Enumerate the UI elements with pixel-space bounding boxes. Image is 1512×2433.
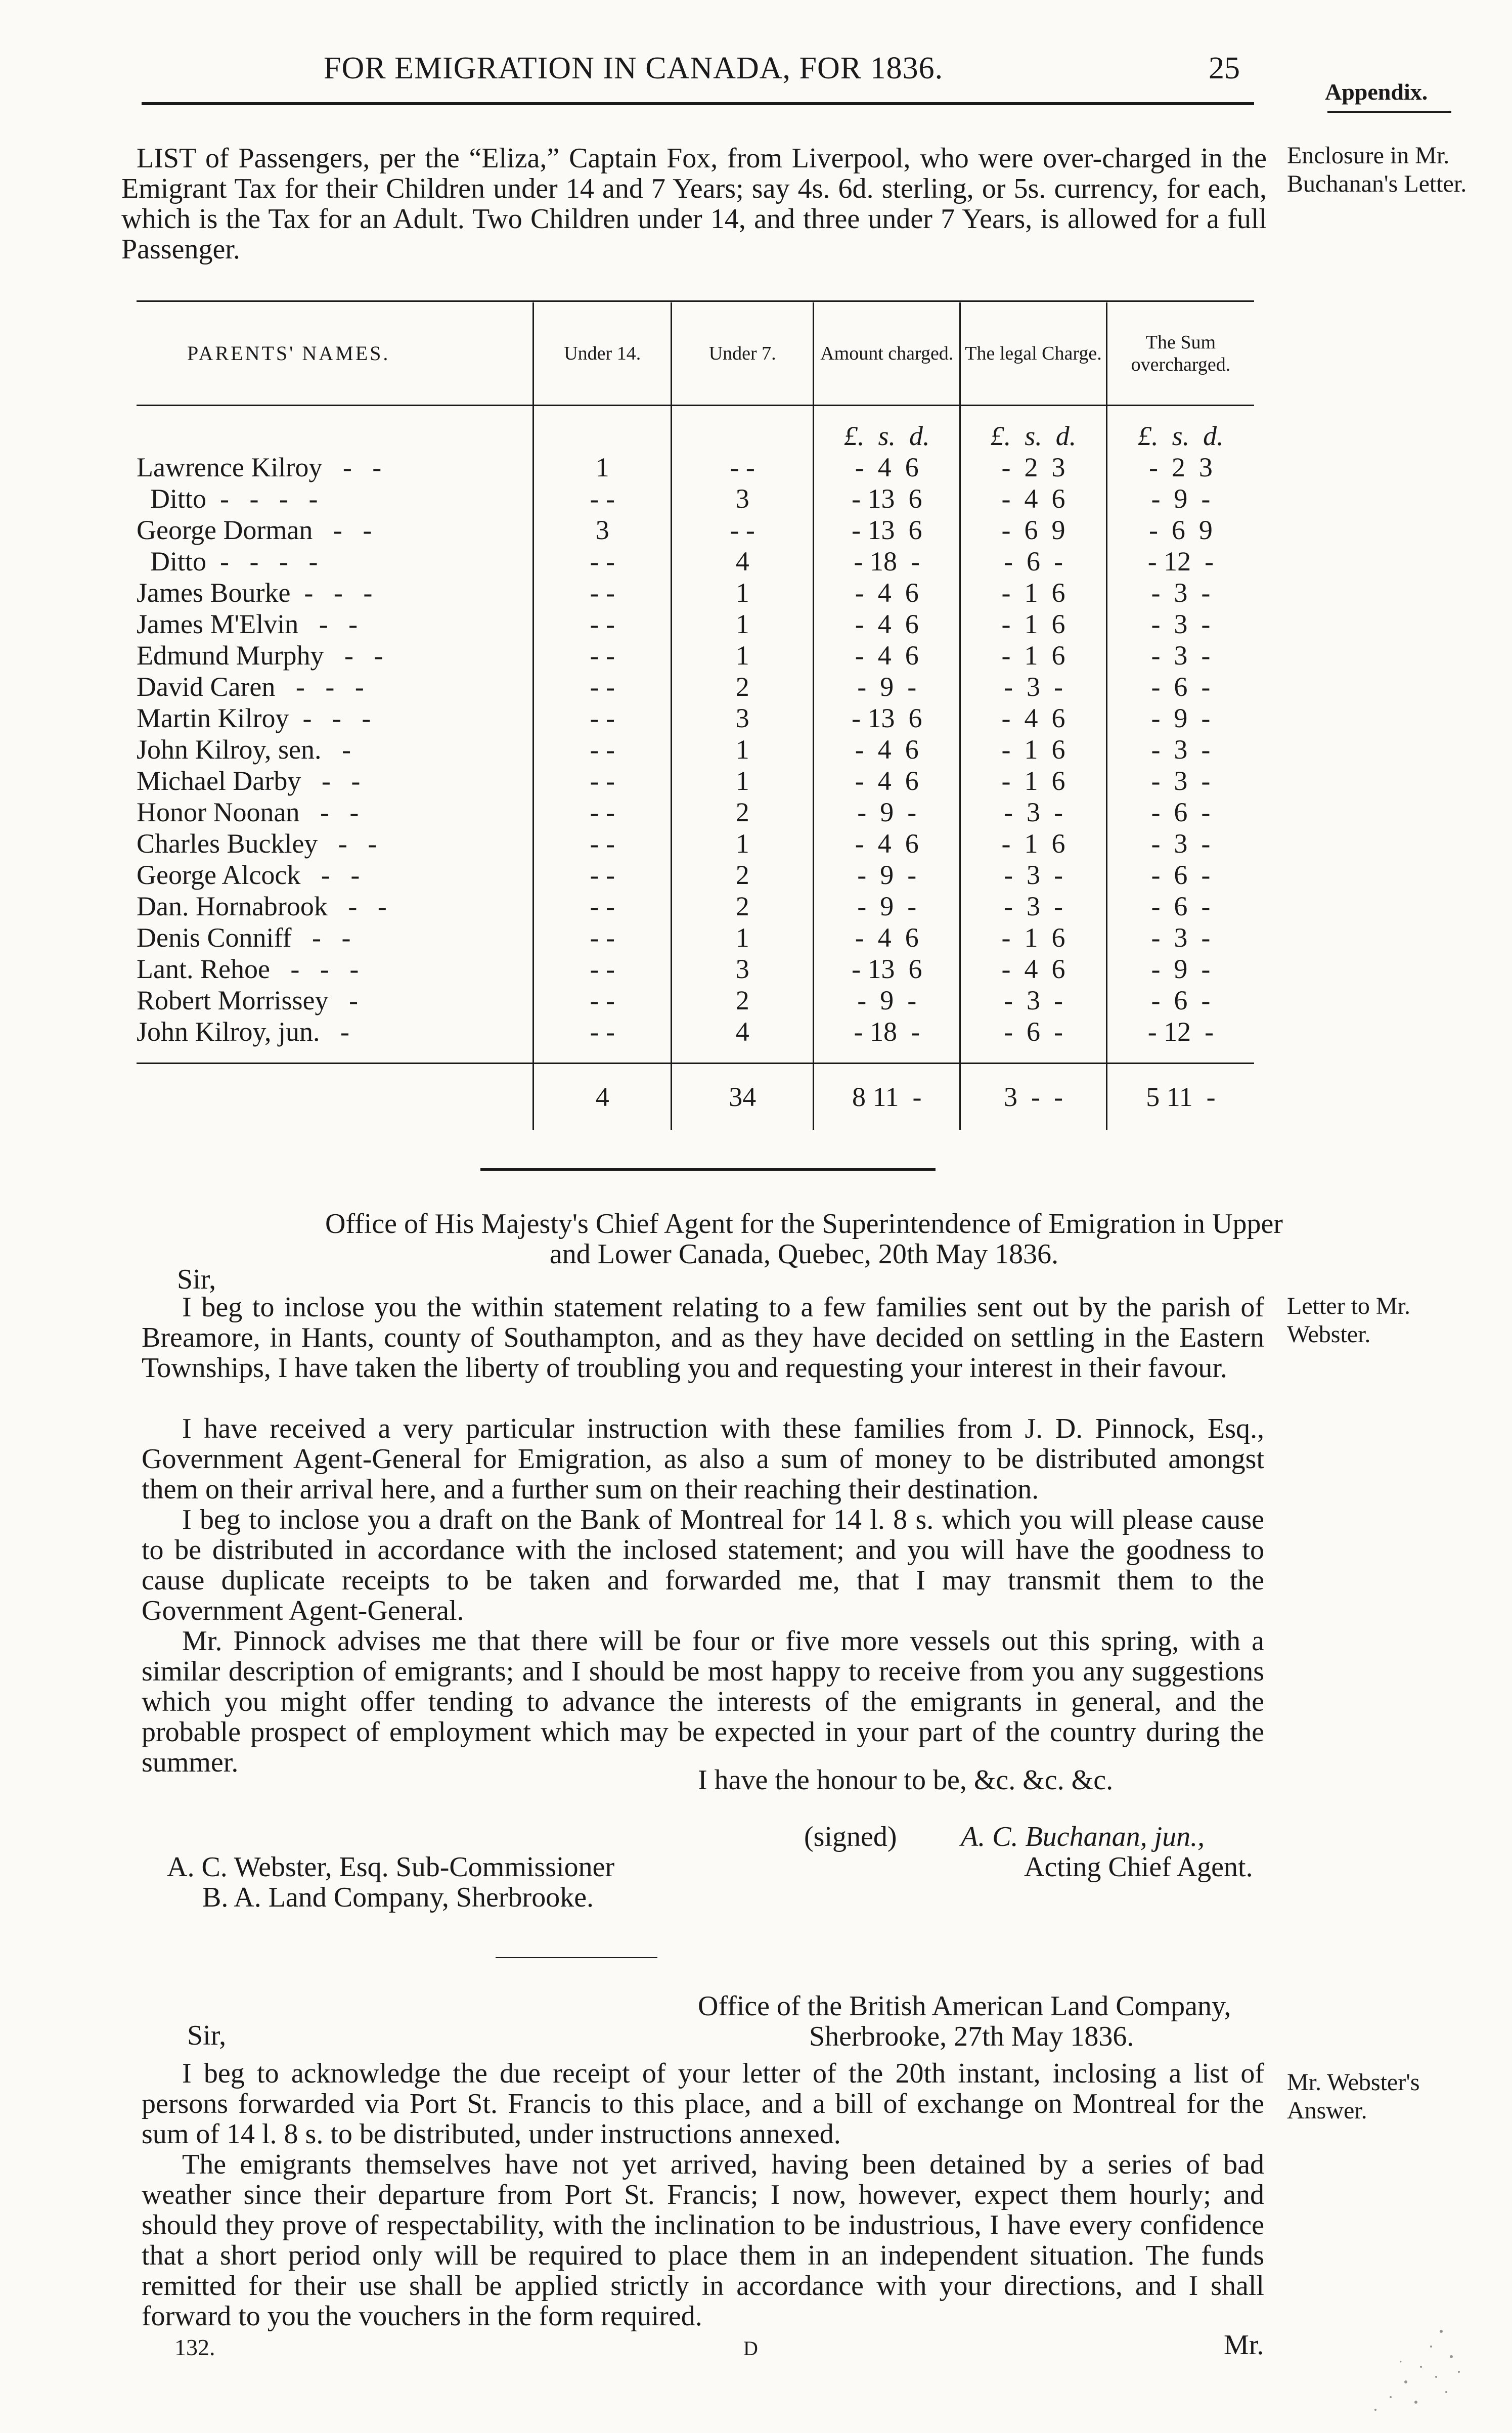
letter2-salutation: Sir, bbox=[187, 2020, 227, 2051]
sum-overcharged: - 12 - bbox=[1106, 546, 1254, 577]
passenger-name: James Bourke - - - bbox=[137, 578, 373, 608]
header-legal-charge: The legal Charge. bbox=[960, 302, 1107, 406]
under-14-count: - - bbox=[533, 671, 672, 702]
letter1-addressee-1: A. C. Webster, Esq. Sub-Commissioner bbox=[167, 1851, 615, 1883]
amount-charged: - 18 - bbox=[814, 546, 960, 577]
total-under-7: 34 bbox=[672, 1064, 814, 1130]
table-row bbox=[137, 514, 1254, 546]
table-row bbox=[137, 546, 1254, 577]
amount-charged: - 13 6 bbox=[814, 483, 960, 514]
sum-overcharged: - 3 - bbox=[1106, 577, 1254, 608]
passenger-name: Denis Conniff - - bbox=[137, 922, 351, 953]
totals-label bbox=[137, 1064, 533, 1130]
page-title: FOR EMIGRATION IN CANADA, FOR 1836. bbox=[324, 51, 944, 85]
paper-speckle-decoration bbox=[1315, 2316, 1466, 2417]
table-row bbox=[137, 608, 1254, 640]
sum-overcharged: - 6 - bbox=[1106, 859, 1254, 891]
sum-overcharged: - 3 - bbox=[1106, 828, 1254, 859]
under-7-count: 3 bbox=[672, 702, 814, 734]
table-row bbox=[137, 797, 1254, 828]
table-row bbox=[137, 1016, 1254, 1047]
table-row bbox=[137, 577, 1254, 608]
totals-row bbox=[137, 1064, 1254, 1130]
passenger-name: Lant. Rehoe - - - bbox=[137, 954, 359, 984]
letter2-office-2: Sherbrooke, 27th May 1836. bbox=[809, 2021, 1134, 2052]
letter1-paragraph-3: I beg to inclose you a draft on the Bank of Montreal for 14 l. 8 s. which you will please cause to be distributed in accordance with the inclosed statement; and you will have the goodness to cause duplicate receipts to be taken and forwarded me, that I may transmit them to the Government Agent-General. bbox=[142, 1504, 1264, 1626]
total-under-14: 4 bbox=[533, 1064, 672, 1130]
table-row bbox=[137, 765, 1254, 797]
under-7-count: 1 bbox=[672, 765, 814, 797]
legal-charge: - 1 6 bbox=[960, 828, 1107, 859]
amount-charged: - 13 6 bbox=[814, 953, 960, 985]
sum-overcharged: - 9 - bbox=[1106, 953, 1254, 985]
letter2-paragraph-1: I beg to acknowledge the due receipt of your letter of the 20th instant, inclosing a list of persons forwarded via Port St. Francis to this place, and a bill of exchange on Montreal for the sum of 14 l. 8 s. to be distributed, under instructions annexed. bbox=[142, 2058, 1264, 2150]
total-amount-charged: 8 11 - bbox=[814, 1064, 960, 1130]
sum-overcharged: - 6 - bbox=[1106, 985, 1254, 1016]
section-separator bbox=[480, 1168, 936, 1171]
appendix-rule bbox=[1327, 111, 1451, 113]
passenger-name: John Kilroy, jun. - bbox=[137, 1016, 349, 1047]
header-sum-overcharged: The Sum overcharged. bbox=[1106, 302, 1254, 406]
table-row bbox=[137, 640, 1254, 671]
legal-charge: - 2 3 bbox=[960, 452, 1107, 483]
table-row bbox=[137, 985, 1254, 1016]
units-over: £. s. d. bbox=[1106, 406, 1254, 452]
header-under-14: Under 14. bbox=[533, 302, 672, 406]
table-row bbox=[137, 734, 1254, 765]
legal-charge: - 3 - bbox=[960, 797, 1107, 828]
table-row bbox=[137, 922, 1254, 953]
under-14-count: - - bbox=[533, 734, 672, 765]
legal-charge: - 3 - bbox=[960, 891, 1107, 922]
under-7-count: 3 bbox=[672, 953, 814, 985]
passenger-name: Honor Noonan - - bbox=[137, 797, 359, 827]
letter2-paragraph-2: The emigrants themselves have not yet arrived, having been detained by a series of bad weather since their departure from Port St. Francis; I now, however, expect them hourly; and should they prove of respectability, with the inclination to be industrious, I have every confidence that a short period only will be required to place them in an independent situation. The funds remitted for their use shall be applied strictly in accordance with your directions, and I shall forward to you the vouchers in the form required. bbox=[142, 2149, 1264, 2332]
margin-note-answer: Mr. Webster's Answer. bbox=[1287, 2069, 1420, 2124]
passenger-name: Dan. Hornabrook - - bbox=[137, 891, 387, 921]
letter1-signature-name: A. C. Buchanan, jun., bbox=[961, 1821, 1205, 1852]
sum-overcharged: - 6 9 bbox=[1106, 514, 1254, 546]
passenger-name: Ditto - - - - bbox=[137, 483, 318, 514]
legal-charge: - 4 6 bbox=[960, 702, 1107, 734]
amount-charged: - 4 6 bbox=[814, 734, 960, 765]
sum-overcharged: - 9 - bbox=[1106, 702, 1254, 734]
legal-charge: - 3 - bbox=[960, 985, 1107, 1016]
under-7-count: - - bbox=[672, 452, 814, 483]
amount-charged: - 4 6 bbox=[814, 765, 960, 797]
amount-charged: - 18 - bbox=[814, 1016, 960, 1047]
letter1-paragraph-1: I beg to inclose you the within statement relating to a few families sent out by the parish of Breamore, in Hants, county of Southampton, and as they have decided on settling in the Eastern Townships, I have taken the liberty of troubling you and requesting your interest in their favour. bbox=[142, 1292, 1264, 1384]
footer-signature-mark: D bbox=[743, 2337, 758, 2360]
passenger-table bbox=[137, 302, 1254, 1130]
amount-charged: - 13 6 bbox=[814, 702, 960, 734]
legal-charge: - 6 - bbox=[960, 546, 1107, 577]
passenger-name: Michael Darby - - bbox=[137, 766, 361, 796]
legal-charge: - 1 6 bbox=[960, 640, 1107, 671]
total-sum-overcharged: 5 11 - bbox=[1106, 1064, 1254, 1130]
sum-overcharged: - 6 - bbox=[1106, 891, 1254, 922]
table-row bbox=[137, 483, 1254, 514]
legal-charge: - 3 - bbox=[960, 859, 1107, 891]
table-header-row bbox=[137, 302, 1254, 406]
under-7-count: 1 bbox=[672, 922, 814, 953]
amount-charged: - 9 - bbox=[814, 671, 960, 702]
under-7-count: 4 bbox=[672, 546, 814, 577]
under-14-count: - - bbox=[533, 608, 672, 640]
under-14-count: - - bbox=[533, 859, 672, 891]
letter1-paragraph-4: Mr. Pinnock advises me that there will be four or five more vessels out this spring, with a similar description of emigrants; and I should be most happy to receive from you any suggestions which you might offer tending to advance the interests of the emigrants in general, and the probable prospect of employment which may be expected in your part of the country during the summer. bbox=[142, 1625, 1264, 1778]
under-14-count: - - bbox=[533, 546, 672, 577]
table-row bbox=[137, 702, 1254, 734]
sum-overcharged: - 9 - bbox=[1106, 483, 1254, 514]
under-14-count: 1 bbox=[533, 452, 672, 483]
under-7-count: 1 bbox=[672, 640, 814, 671]
header-rule bbox=[142, 102, 1254, 105]
under-14-count: - - bbox=[533, 922, 672, 953]
letter1-paragraph-2: I have received a very particular instruction with these families from J. D. Pinnock, Esq., Government Agent-General for Emigration, as also a sum of money to be distributed amongst them on their arrival here, and a further sum on their reaching their destination. bbox=[142, 1413, 1264, 1505]
table-row bbox=[137, 452, 1254, 483]
amount-charged: - 13 6 bbox=[814, 514, 960, 546]
under-7-count: 1 bbox=[672, 734, 814, 765]
under-7-count: 1 bbox=[672, 828, 814, 859]
under-14-count: - - bbox=[533, 797, 672, 828]
margin-note-enclosure: Enclosure in Mr. Buchanan's Letter. bbox=[1287, 142, 1467, 197]
total-legal-charge: 3 - - bbox=[960, 1064, 1107, 1130]
header-amount-charged: Amount charged. bbox=[814, 302, 960, 406]
sum-overcharged: - 6 - bbox=[1106, 797, 1254, 828]
sum-overcharged: - 3 - bbox=[1106, 608, 1254, 640]
page-number: 25 bbox=[1209, 51, 1240, 85]
legal-charge: - 1 6 bbox=[960, 608, 1107, 640]
sum-overcharged: - 6 - bbox=[1106, 671, 1254, 702]
under-7-count: 2 bbox=[672, 859, 814, 891]
table-row bbox=[137, 891, 1254, 922]
legal-charge: - 1 6 bbox=[960, 922, 1107, 953]
under-14-count: - - bbox=[533, 828, 672, 859]
under-7-count: 2 bbox=[672, 797, 814, 828]
passenger-name: George Alcock - - bbox=[137, 860, 360, 890]
letter1-closing: I have the honour to be, &c. &c. &c. bbox=[698, 1764, 1114, 1796]
header-parents-names: PARENTS' NAMES. bbox=[137, 302, 533, 406]
amount-charged: - 4 6 bbox=[814, 640, 960, 671]
under-14-count: - - bbox=[533, 985, 672, 1016]
under-7-count: 1 bbox=[672, 608, 814, 640]
passenger-name: John Kilroy, sen. - bbox=[137, 734, 351, 765]
amount-charged: - 9 - bbox=[814, 891, 960, 922]
under-7-count: 4 bbox=[672, 1016, 814, 1047]
legal-charge: - 3 - bbox=[960, 671, 1107, 702]
table-row bbox=[137, 671, 1254, 702]
letter-separator bbox=[496, 1957, 657, 1958]
legal-charge: - 1 6 bbox=[960, 765, 1107, 797]
under-14-count: 3 bbox=[533, 514, 672, 546]
under-14-count: - - bbox=[533, 1016, 672, 1047]
sum-overcharged: - 12 - bbox=[1106, 1016, 1254, 1047]
passenger-name: Edmund Murphy - - bbox=[137, 640, 383, 671]
sum-overcharged: - 3 - bbox=[1106, 765, 1254, 797]
units-amount: £. s. d. bbox=[814, 406, 960, 452]
passenger-name: Martin Kilroy - - - bbox=[137, 703, 371, 733]
legal-charge: - 4 6 bbox=[960, 483, 1107, 514]
under-14-count: - - bbox=[533, 953, 672, 985]
under-7-count: - - bbox=[672, 514, 814, 546]
letter2-office-1: Office of the British American Land Company, bbox=[698, 1990, 1231, 2022]
under-14-count: - - bbox=[533, 891, 672, 922]
legal-charge: - 6 9 bbox=[960, 514, 1107, 546]
letter1-office: Office of His Majesty's Chief Agent for the Superintendence of Emigration in Upper and Lower Canada, Quebec, 20th May 1836. bbox=[325, 1208, 1283, 1270]
appendix-label: Appendix. bbox=[1325, 79, 1428, 105]
passenger-name: Ditto - - - - bbox=[137, 546, 318, 577]
footer-number: 132. bbox=[174, 2334, 215, 2360]
under-14-count: - - bbox=[533, 577, 672, 608]
under-7-count: 1 bbox=[672, 577, 814, 608]
table-row bbox=[137, 953, 1254, 985]
legal-charge: - 1 6 bbox=[960, 734, 1107, 765]
amount-charged: - 4 6 bbox=[814, 828, 960, 859]
sum-overcharged: - 2 3 bbox=[1106, 452, 1254, 483]
under-7-count: 2 bbox=[672, 671, 814, 702]
sum-overcharged: - 3 - bbox=[1106, 922, 1254, 953]
margin-note-letter-to: Letter to Mr. Webster. bbox=[1287, 1293, 1410, 1348]
under-7-count: 2 bbox=[672, 985, 814, 1016]
under-14-count: - - bbox=[533, 765, 672, 797]
under-7-count: 3 bbox=[672, 483, 814, 514]
header-under-7: Under 7. bbox=[672, 302, 814, 406]
legal-charge: - 6 - bbox=[960, 1016, 1107, 1047]
passenger-name: George Dorman - - bbox=[137, 515, 372, 545]
passenger-name: Robert Morrissey - bbox=[137, 985, 358, 1015]
legal-charge: - 4 6 bbox=[960, 953, 1107, 985]
under-14-count: - - bbox=[533, 702, 672, 734]
under-14-count: - - bbox=[533, 640, 672, 671]
amount-charged: - 9 - bbox=[814, 859, 960, 891]
units-row bbox=[137, 406, 1254, 452]
page-header bbox=[142, 51, 1254, 91]
table-row bbox=[137, 828, 1254, 859]
amount-charged: - 4 6 bbox=[814, 452, 960, 483]
amount-charged: - 9 - bbox=[814, 985, 960, 1016]
under-14-count: - - bbox=[533, 483, 672, 514]
letter1-signature-title: Acting Chief Agent. bbox=[1024, 1851, 1253, 1883]
passenger-name: James M'Elvin - - bbox=[137, 609, 358, 639]
passenger-name: Charles Buckley - - bbox=[137, 828, 377, 859]
footer-catchword: Mr. bbox=[1224, 2329, 1264, 2361]
amount-charged: - 4 6 bbox=[814, 608, 960, 640]
table-top-rule bbox=[137, 300, 1254, 302]
amount-charged: - 9 - bbox=[814, 797, 960, 828]
passenger-name: Lawrence Kilroy - - bbox=[137, 452, 382, 482]
units-legal: £. s. d. bbox=[960, 406, 1107, 452]
sum-overcharged: - 3 - bbox=[1106, 734, 1254, 765]
under-7-count: 2 bbox=[672, 891, 814, 922]
letter1-signed: (signed) bbox=[804, 1821, 897, 1852]
table-row bbox=[137, 859, 1254, 891]
legal-charge: - 1 6 bbox=[960, 577, 1107, 608]
amount-charged: - 4 6 bbox=[814, 922, 960, 953]
sum-overcharged: - 3 - bbox=[1106, 640, 1254, 671]
amount-charged: - 4 6 bbox=[814, 577, 960, 608]
letter1-salutation: Sir, bbox=[177, 1264, 216, 1295]
passenger-list-intro: LIST of Passengers, per the “Eliza,” Captain Fox, from Liverpool, who were over-charged in the Emigrant Tax for their Children under 14 and 7 Years; say 4s. 6d. sterling, or 5s. currency, for each, which is the Tax for an Adult. Two Children under 14, and three under 7 Years, is allowed for a full Passenger. bbox=[121, 143, 1267, 265]
passenger-name: David Caren - - - bbox=[137, 672, 364, 702]
letter1-addressee-2: B. A. Land Company, Sherbrooke. bbox=[202, 1882, 594, 1913]
